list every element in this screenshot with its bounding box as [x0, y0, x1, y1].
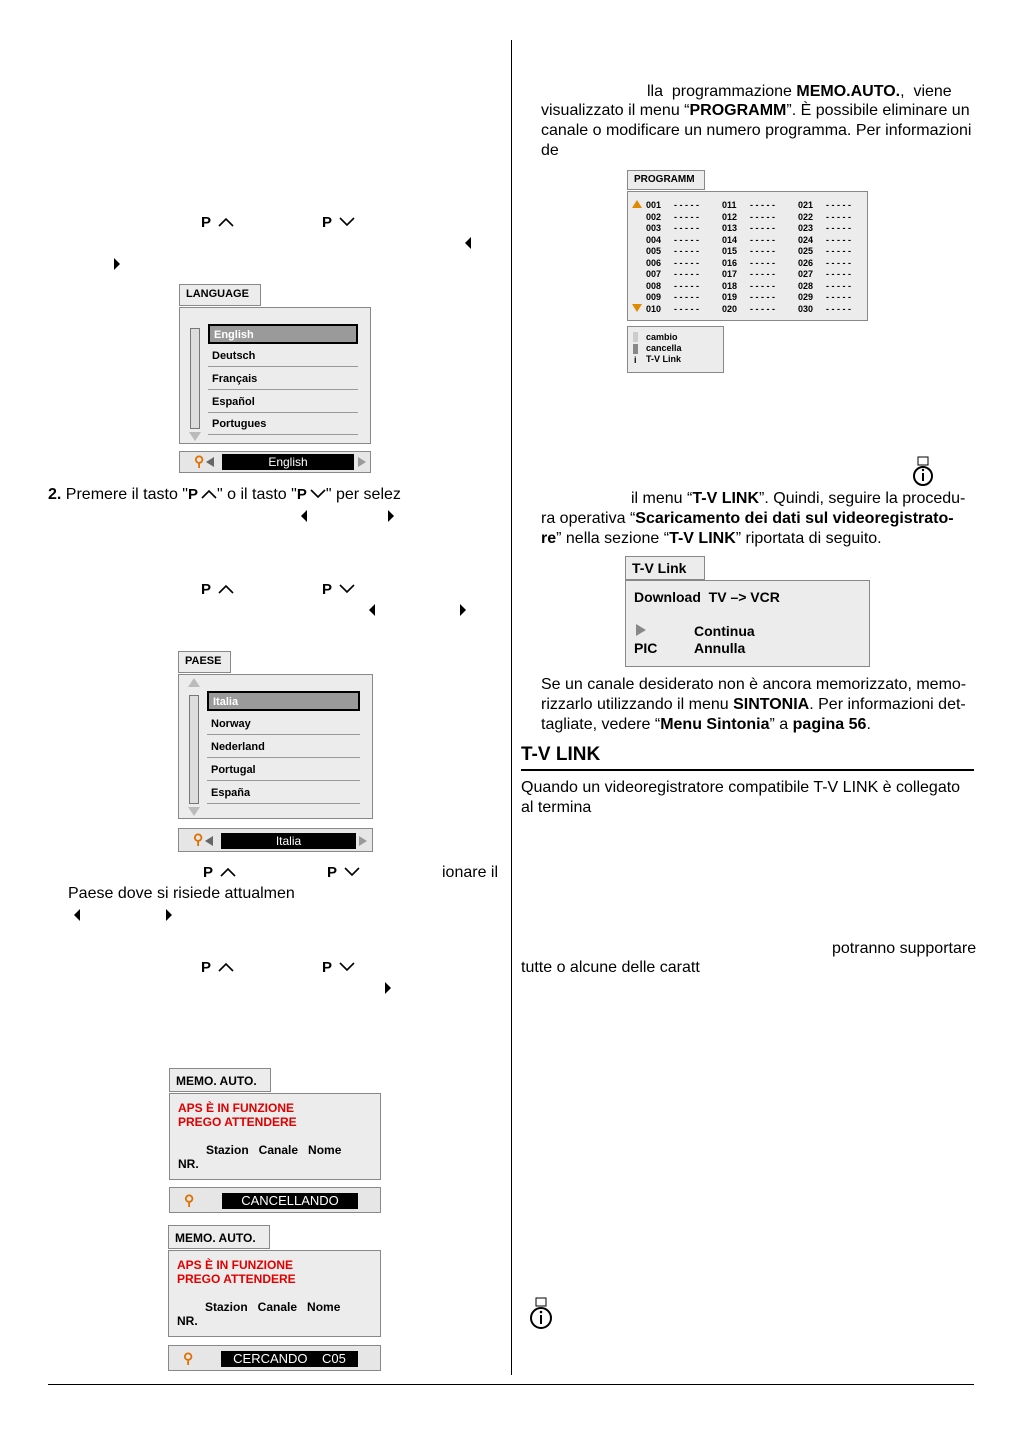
programm-name-placeholder: - - - - -: [826, 292, 851, 302]
scroll-up-icon: [188, 678, 200, 687]
programm-number[interactable]: 013: [722, 223, 738, 233]
para3-line3: tagliate, vedere “Menu Sintonia” a pagina 56.: [541, 716, 871, 733]
pic-label: PIC: [634, 640, 658, 656]
paese-status-bar: [178, 828, 373, 852]
programm-name-placeholder: - - - - -: [674, 269, 699, 279]
nr-label: NR.: [177, 1314, 198, 1328]
programm-number[interactable]: 001: [646, 200, 662, 210]
programm-name-placeholder: - - - - -: [750, 303, 775, 314]
programm-number[interactable]: 017: [722, 269, 738, 279]
programm-menu-tab: PROGRAMM: [627, 170, 705, 190]
paese-option-italia[interactable]: Italia: [207, 691, 360, 711]
memo-status-bar: [168, 1345, 381, 1371]
para1-line3: canale o modificare un numero programma. Per informazioni: [541, 122, 972, 139]
paese-option-nederland[interactable]: Nederland: [207, 738, 360, 758]
left-arrow-icon: [74, 909, 80, 921]
p-up-button-glyph: P: [203, 863, 236, 883]
programm-name-placeholder: - - - - -: [674, 257, 699, 268]
left-arrow-icon: [369, 604, 375, 616]
programm-name-placeholder: - - - - -: [674, 211, 699, 222]
language-option-espanol[interactable]: Español: [208, 393, 358, 413]
programm-name-placeholder: - - - - -: [750, 211, 775, 222]
programm-name-placeholder: - - - - -: [674, 292, 699, 302]
programm-number[interactable]: 008: [646, 280, 662, 291]
programm-name-placeholder: - - - - -: [674, 280, 699, 291]
para1-line2: visualizzato il menu “PROGRAMM”. È possibile eliminare un: [541, 102, 970, 119]
tvlink-menu-tab: T-V Link: [625, 556, 705, 580]
programm-name-placeholder: - - - - -: [826, 280, 851, 291]
memo-status-value: CANCELLANDO: [222, 1193, 358, 1209]
programm-number[interactable]: 022: [798, 211, 814, 222]
info-icon: i: [634, 355, 637, 365]
programm-name-placeholder: - - - - -: [826, 234, 851, 245]
nr-label: NR.: [178, 1157, 199, 1171]
p-down-button-glyph: P: [322, 958, 355, 978]
scroll-down-icon: [189, 432, 201, 441]
memo-auto-panel: [168, 1250, 381, 1337]
programm-name-placeholder: - - - - -: [674, 200, 699, 210]
programm-name-placeholder: - - - - -: [826, 246, 851, 256]
aps-running-text: APS È IN FUNZIONE: [177, 1258, 294, 1272]
para1-line4: de: [541, 142, 559, 159]
paese-option-espana[interactable]: España: [207, 784, 360, 804]
paese-line-end: ionare il: [442, 864, 499, 881]
language-current-value: English: [222, 454, 354, 470]
programm-number[interactable]: 010: [646, 303, 662, 314]
programm-number[interactable]: 004: [646, 234, 662, 245]
programm-number[interactable]: 023: [798, 223, 814, 233]
programm-name-placeholder: - - - - -: [750, 234, 775, 245]
para3-line2: rizzarlo utilizzando il menu SINTONIA. Per informazioni det-: [541, 696, 966, 713]
section-title: T-V LINK: [521, 744, 601, 765]
step2-p-down: P: [296, 486, 307, 503]
programm-name-placeholder: - - - - -: [826, 303, 851, 314]
para5-line1: potranno supportare: [832, 940, 977, 957]
column-divider: [511, 40, 512, 1375]
scroll-down-icon: [188, 807, 200, 816]
p-up-button-glyph: P: [201, 213, 234, 233]
value-left-icon[interactable]: [205, 836, 213, 846]
para1-line1: lla programmazione MEMO.AUTO., viene: [647, 83, 952, 100]
step2-p-up: P: [187, 486, 198, 503]
p-down-button-glyph: P: [322, 213, 355, 233]
language-menu-panel: [179, 307, 371, 444]
step2-text-b: " o il tasto ": [216, 486, 297, 503]
programm-number[interactable]: 006: [646, 257, 662, 268]
programm-number[interactable]: 021: [798, 200, 814, 210]
column-headers: Stazion Canale Nome: [205, 1300, 341, 1314]
programm-name-placeholder: - - - - -: [826, 211, 851, 222]
wrench-icon: ⚲: [183, 1350, 194, 1366]
paese-menu-tab: PAESE: [178, 651, 231, 673]
programm-number[interactable]: 011: [722, 200, 737, 210]
programm-name-placeholder: - - - - -: [674, 246, 699, 256]
language-option-deutsch[interactable]: Deutsch: [208, 347, 358, 367]
programm-name-placeholder: - - - - -: [674, 234, 699, 245]
programm-name-placeholder: - - - - -: [750, 280, 775, 291]
value-right-icon[interactable]: [358, 457, 366, 467]
memo-auto-panel: [169, 1093, 381, 1180]
legend-cancella: cancella: [646, 343, 682, 353]
programm-name-placeholder: - - - - -: [826, 200, 851, 210]
legend-swatch: [633, 344, 638, 354]
cancel-option[interactable]: Annulla: [694, 640, 746, 656]
tvlink-menu-panel: [625, 580, 870, 667]
programm-number[interactable]: 009: [646, 292, 662, 302]
language-menu-tab: LANGUAGE: [179, 284, 261, 306]
paese-option-norway[interactable]: Norway: [207, 715, 360, 735]
memo-auto-tab: MEMO. AUTO.: [169, 1068, 271, 1092]
programm-name-placeholder: - - - - -: [674, 223, 699, 233]
footer-rule: [48, 1384, 974, 1385]
programm-number[interactable]: 014: [722, 234, 738, 245]
tvlink-download-line: Download TV –> VCR: [634, 589, 780, 605]
step2-text-a: Premere il tasto ": [65, 486, 188, 503]
para3-line1: Se un canale desiderato non è ancora memorizzato, memo-: [541, 676, 967, 693]
please-wait-text: PREGO ATTENDERE: [178, 1115, 297, 1129]
para2-line1: il menu “T-V LINK”. Quindi, seguire la procedu-: [631, 490, 966, 507]
right-arrow-icon: [114, 258, 120, 270]
para2-line3: re” nella sezione “T-V LINK” riportata di seguito.: [541, 530, 882, 547]
aps-running-text: APS È IN FUNZIONE: [178, 1101, 295, 1115]
programm-number[interactable]: 019: [722, 292, 738, 302]
play-icon[interactable]: [636, 624, 646, 636]
step2-line: [48, 485, 401, 505]
right-arrow-icon: [166, 909, 172, 921]
legend-swatch: [633, 332, 638, 342]
p-down-button-glyph: P: [327, 863, 360, 883]
programm-name-placeholder: - - - - -: [826, 269, 851, 279]
scroll-up-icon: [632, 200, 642, 208]
programm-name-placeholder: - - - - -: [674, 303, 699, 314]
programm-name-placeholder: - - - - -: [750, 257, 775, 268]
programm-number[interactable]: 024: [798, 234, 814, 245]
memo-status-bar: [169, 1187, 381, 1213]
right-arrow-icon: [388, 510, 394, 522]
right-arrow-icon: [460, 604, 466, 616]
step-number: 2.: [48, 486, 62, 503]
info-button-icon: [910, 456, 936, 491]
programm-number[interactable]: 018: [722, 280, 738, 291]
legend-tvlink: T-V Link: [646, 354, 682, 364]
programm-number[interactable]: 015: [722, 246, 738, 256]
language-option-francais[interactable]: Français: [208, 370, 358, 390]
p-up-button-glyph: P: [201, 958, 234, 978]
para4-line1: Quando un videoregistratore compatibile T-V LINK è collegato: [521, 779, 961, 796]
programm-number[interactable]: 007: [646, 269, 662, 279]
right-arrow-icon: [385, 982, 391, 994]
programm-number[interactable]: 025: [798, 246, 814, 256]
section-rule: [521, 769, 974, 771]
programm-number[interactable]: 026: [798, 257, 814, 268]
para4-line2: al termina: [521, 799, 592, 816]
programm-name-placeholder: - - - - -: [750, 200, 775, 210]
left-arrow-icon: [465, 237, 471, 249]
programm-number[interactable]: 012: [722, 211, 738, 222]
programm-number[interactable]: 030: [798, 303, 814, 314]
programm-number[interactable]: 005: [646, 246, 662, 256]
programm-name-placeholder: - - - - -: [826, 257, 851, 268]
programm-name-placeholder: - - - - -: [750, 223, 775, 233]
legend-cambio: cambio: [646, 332, 678, 342]
wrench-icon: ⚲: [193, 831, 204, 847]
continue-option[interactable]: Continua: [694, 623, 755, 639]
programm-number[interactable]: 002: [646, 211, 662, 222]
p-up-button-glyph: P: [201, 580, 234, 600]
paese-current-value: Italia: [221, 833, 356, 849]
programm-number[interactable]: 016: [722, 257, 738, 268]
info-button-icon: [527, 1297, 555, 1334]
column-headers: Stazion Canale Nome: [206, 1143, 342, 1157]
language-scrollbar[interactable]: [190, 328, 200, 429]
para5-line2: tutte o alcune delle caratt: [521, 959, 700, 976]
paese-line2: Paese dove si risiede attualmen: [68, 885, 295, 902]
programm-number[interactable]: 028: [798, 280, 814, 291]
please-wait-text: PREGO ATTENDERE: [177, 1272, 296, 1286]
programm-number[interactable]: 003: [646, 223, 662, 233]
programm-name-placeholder: - - - - -: [750, 269, 775, 279]
programm-name-placeholder: - - - - -: [826, 223, 851, 233]
language-option-portugues[interactable]: Portugues: [208, 415, 358, 435]
scroll-down-icon: [632, 304, 642, 312]
programm-legend: [627, 326, 724, 373]
wrench-icon: ⚲: [194, 453, 205, 469]
left-arrow-icon: [301, 510, 307, 522]
programm-name-placeholder: - - - - -: [750, 246, 775, 256]
paese-menu-panel: [178, 674, 373, 819]
programm-number[interactable]: 029: [798, 292, 814, 302]
language-option-english[interactable]: English: [208, 324, 358, 344]
value-left-icon[interactable]: [206, 457, 214, 467]
paese-option-portugal[interactable]: Portugal: [207, 761, 360, 781]
paese-scrollbar[interactable]: [189, 695, 199, 804]
programm-name-placeholder: - - - - -: [750, 292, 775, 302]
memo-status-value: CERCANDO C05: [221, 1351, 358, 1367]
programm-menu-panel: [627, 191, 868, 321]
wrench-icon: ⚲: [184, 1192, 195, 1208]
programm-number[interactable]: 027: [798, 269, 814, 279]
para2-line2: ra operativa “Scaricamento dei dati sul videoregistrato-: [541, 510, 954, 527]
p-down-button-glyph: P: [322, 580, 355, 600]
step2-text-c: " per selez: [325, 486, 401, 503]
programm-number[interactable]: 020: [722, 303, 738, 314]
memo-auto-tab: MEMO. AUTO.: [168, 1225, 270, 1249]
language-status-bar: [179, 451, 371, 473]
value-right-icon[interactable]: [359, 836, 367, 846]
